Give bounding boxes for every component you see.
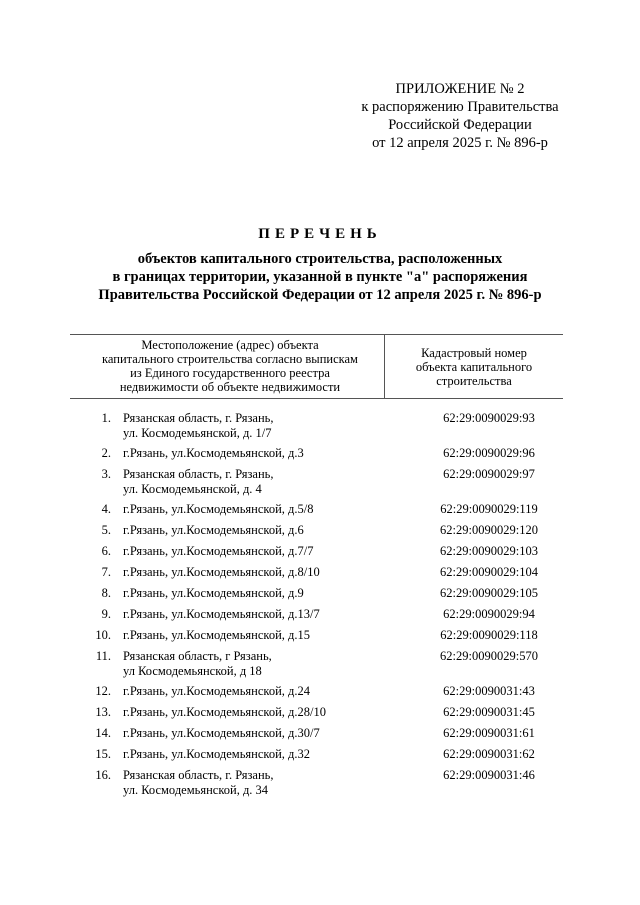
table-row — [70, 523, 563, 538]
row-cadastral-number: 62:29:0090029:118 — [440, 628, 538, 642]
row-address — [123, 502, 415, 517]
row-address — [123, 565, 415, 580]
appendix-line: ПРИЛОЖЕНИЕ № 2 — [395, 81, 525, 97]
row-address — [123, 649, 415, 679]
row-address — [123, 446, 415, 461]
address-line: Рязанская область, г. Рязань, — [123, 411, 274, 425]
row-number: 14. — [95, 726, 111, 740]
address-line: г.Рязань, ул.Космодемьянской, д.5/8 — [123, 502, 314, 516]
header-line: Кадастровый номер — [421, 345, 527, 360]
row-cadastral-number: 62:29:0090029:120 — [440, 523, 538, 537]
row-address — [123, 467, 415, 497]
row-cadastral-number: 62:29:0090029:96 — [443, 446, 535, 460]
row-address — [123, 726, 415, 741]
row-address — [123, 607, 415, 622]
table-row — [70, 467, 563, 497]
address-line: г.Рязань, ул.Космодемьянской, д.24 — [123, 684, 310, 698]
row-cadastral-number: 62:29:0090029:103 — [440, 544, 538, 558]
row-address — [123, 705, 415, 720]
address-line: г.Рязань, ул.Космодемьянской, д.8/10 — [123, 565, 320, 579]
row-cadastral-number: 62:29:0090029:97 — [443, 467, 535, 481]
row-cadastral-number: 62:29:0090031:45 — [443, 705, 535, 719]
address-line: г.Рязань, ул.Космодемьянской, д.28/10 — [123, 705, 326, 719]
address-line: ул. Космодемьянской, д. 34 — [123, 783, 269, 797]
table-row — [70, 565, 563, 580]
row-cadastral-number: 62:29:0090029:570 — [440, 649, 538, 663]
appendix-header — [330, 80, 590, 152]
row-address — [123, 411, 415, 441]
header-line: объекта капитального — [415, 359, 533, 374]
appendix-line: от 12 апреля 2025 г. № 896-р — [372, 135, 548, 151]
address-line: ул. Космодемьянской, д. 4 — [123, 482, 262, 496]
address-line: г.Рязань, ул.Космодемьянской, д.13/7 — [123, 607, 320, 621]
row-cadastral-number: 62:29:0090029:93 — [443, 411, 535, 425]
subtitle-line: объектов капитального строительства, расположенных — [137, 251, 503, 267]
table-body — [70, 411, 563, 798]
header-line: капитального строительства согласно выпискам — [102, 352, 358, 366]
subtitle-line: в границах территории, указанной в пункте "а" распоряжения — [112, 269, 528, 285]
row-cadastral-number: 62:29:0090031:46 — [443, 768, 535, 782]
row-number: 4. — [101, 502, 111, 516]
row-cadastral-number: 62:29:0090031:61 — [443, 726, 535, 740]
table-row — [70, 607, 563, 622]
row-address — [123, 747, 415, 762]
appendix-line: к распоряжению Правительства — [361, 99, 559, 115]
row-number: 2. — [101, 446, 111, 460]
row-number: 13. — [95, 705, 111, 719]
table-row — [70, 705, 563, 720]
address-line: г.Рязань, ул.Космодемьянской, д.3 — [123, 446, 304, 460]
row-address — [123, 684, 415, 699]
address-line: ул. Космодемьянской, д. 1/7 — [123, 426, 272, 440]
row-number: 6. — [101, 544, 111, 558]
table-row — [70, 502, 563, 517]
table-row — [70, 726, 563, 741]
header-line: строительства — [436, 373, 512, 388]
table-row — [70, 768, 563, 798]
row-address — [123, 523, 415, 538]
row-cadastral-number: 62:29:0090029:119 — [440, 502, 538, 516]
table-row — [70, 544, 563, 559]
row-address — [123, 586, 415, 601]
row-number: 12. — [95, 684, 111, 698]
objects-table — [70, 334, 563, 803]
address-line: Рязанская область, г Рязань, — [123, 649, 272, 663]
address-line: г.Рязань, ул.Космодемьянской, д.30/7 — [123, 726, 320, 740]
row-address — [123, 768, 415, 798]
row-cadastral-number: 62:29:0090031:43 — [443, 684, 535, 698]
row-number: 11. — [95, 649, 111, 663]
row-address — [123, 544, 415, 559]
row-number: 8. — [101, 586, 111, 600]
table-header — [70, 334, 563, 399]
table-row — [70, 649, 563, 679]
header-line: из Единого государственного реестра — [130, 366, 330, 380]
row-number: 9. — [101, 607, 111, 621]
row-number: 10. — [95, 628, 111, 642]
row-number: 3. — [101, 467, 111, 481]
address-line: г.Рязань, ул.Космодемьянской, д.32 — [123, 747, 310, 761]
column-header-address — [76, 335, 385, 398]
table-row — [70, 411, 563, 441]
table-row — [70, 684, 563, 699]
row-cadastral-number: 62:29:0090031:62 — [443, 747, 535, 761]
header-line: недвижимости об объекте недвижимости — [119, 380, 341, 394]
table-row — [70, 446, 563, 461]
row-cadastral-number: 62:29:0090029:104 — [440, 565, 538, 579]
document-subtitle — [60, 250, 580, 304]
address-line: г.Рязань, ул.Космодемьянской, д.6 — [123, 523, 304, 537]
subtitle-line: Правительства Российской Федерации от 12 апреля 2025 г. № 896-р — [98, 287, 542, 303]
address-line: г.Рязань, ул.Космодемьянской, д.7/7 — [123, 544, 314, 558]
address-line: Рязанская область, г. Рязань, — [123, 467, 274, 481]
row-number: 16. — [95, 768, 111, 782]
row-number: 1. — [101, 411, 111, 425]
appendix-line: Российской Федерации — [388, 117, 532, 133]
address-line: ул Космодемьянской, д 18 — [123, 664, 262, 678]
address-line: Рязанская область, г. Рязань, — [123, 768, 274, 782]
row-address — [123, 628, 415, 643]
address-line: г.Рязань, ул.Космодемьянской, д.15 — [123, 628, 310, 642]
row-number: 15. — [95, 747, 111, 761]
document-title: ПЕРЕЧЕНЬ — [258, 226, 382, 242]
header-line: Местоположение (адрес) объекта — [141, 338, 319, 352]
row-cadastral-number: 62:29:0090029:105 — [440, 586, 538, 600]
table-row — [70, 586, 563, 601]
row-cadastral-number: 62:29:0090029:94 — [443, 607, 535, 621]
row-number: 5. — [101, 523, 111, 537]
address-line: г.Рязань, ул.Космодемьянской, д.9 — [123, 586, 304, 600]
table-row — [70, 628, 563, 643]
column-header-cadastral — [385, 335, 563, 398]
table-row — [70, 747, 563, 762]
row-number: 7. — [101, 565, 111, 579]
